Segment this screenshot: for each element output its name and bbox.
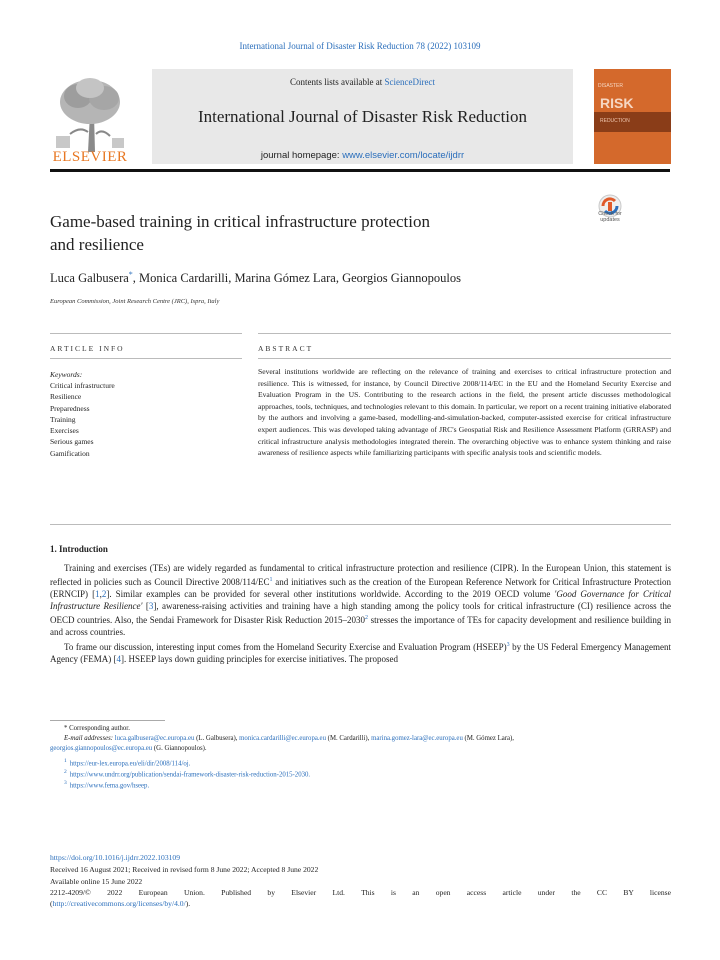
footnote-3 [50, 778, 671, 791]
license-link[interactable]: http://creativecommons.org/licenses/by/4.0/ [52, 899, 186, 908]
doi-link[interactable]: https://doi.org/10.1016/j.ijdrr.2022.103109 [50, 853, 181, 862]
italic-title: 'Good Governance for Critical Infrastructure Resilience' [50, 589, 672, 612]
keyword-item: Gamification [50, 448, 90, 458]
title-line-2: and resilience [50, 235, 144, 254]
abstract-text: Several institutions worldwide are reflecting on the relevance of training and exercises to critical infrastructure protection and resilience. This is witnessed, for instance, by Council Directive 2008/114/EC in the EU and the Homeland Security Exercise and Evaluation Program in the US. Contributing to the research actions in the field, the present article discusses methodological approaches, tools, techniques, and technologies relevant to this domain. In particular, we report on a recent training initiative elaborated by the authors and involving a game-based, modelling-and-simulation-backed, computer-assisted exercise for critical infrastructure expert audiences. This was developed taking advantage of JRC's Geospatial Risk and Resilience Assessment Platform (GRRASP) and critical infrastructure analysis methodologies integrated therein. The overarching objective was to enhance system thinking and raise awareness of resilience aspects while familiarizing participants with specific analysis tools and scientific models. [258, 367, 671, 458]
contents-prefix: Contents lists available at [290, 77, 385, 87]
article-info-heading: ARTICLE INFO [50, 344, 125, 353]
journal-title: International Journal of Disaster Risk Reduction [197, 107, 528, 126]
text-run: and initiatives such as the creation of the European Reference Network for Critical Infrastructure Protection (ERNCIP) [ [50, 577, 671, 600]
text-run: ], awareness-raising activities and training have a high standing among the policy tools for critical infrastructure (CI) resilience across the OECD countries. Also, the Sendai Framework for Disaster Risk Reduction 2015–2030 [50, 601, 671, 626]
citation-link[interactable]: 3 [148, 601, 154, 612]
authors-rest: , Monica Cardarilli, Marina Gómez Lara, Georgios Giannopoulos [132, 271, 461, 286]
corresponding-text: Corresponding author. [69, 725, 130, 732]
footnote-ref[interactable]: 1 [269, 577, 273, 584]
keyword-item: Exercises [50, 426, 79, 436]
email-link[interactable]: marina.gomez-lara@ec.europa.eu [371, 735, 463, 742]
introduction-heading: 1. Introduction [50, 544, 108, 554]
footnote-number: 2 [64, 769, 67, 775]
text-run: ]. Similar examples can be provided for several other institutions worldwide. According to the 2019 OECD volume [106, 589, 555, 600]
text-run: [ [142, 601, 149, 612]
email-link[interactable]: luca.galbusera@ec.europa.eu [114, 735, 195, 742]
article-info-rule-top [50, 333, 242, 334]
cover-title-text: RISK [600, 95, 634, 111]
abstract-rule [258, 358, 671, 359]
affiliation: European Commission, Joint Research Centre (JRC), Ispra, Italy [50, 298, 220, 305]
received-dates: Received 16 August 2021; Received in revised form 8 June 2022; Accepted 8 June 2022 [50, 865, 319, 874]
keyword-item: Serious games [50, 437, 94, 447]
citation-link[interactable]: 1 [95, 589, 100, 600]
check-for-updates-label[interactable] [588, 211, 632, 223]
keyword-item: Critical infrastructure [50, 381, 115, 390]
keyword-item: Resilience [50, 392, 82, 402]
footnote-number: 3 [64, 780, 67, 786]
footnote-ref[interactable]: 3 [506, 641, 510, 648]
elsevier-logo-text: ELSEVIER [52, 149, 128, 165]
footnote-link[interactable]: https://www.undrr.org/publication/sendai-framework-disaster-risk-reduction-2015-2030. [69, 771, 311, 779]
keywords-list [50, 380, 115, 459]
license-paren: ). [185, 899, 191, 908]
introduction-body [50, 562, 671, 665]
title-line-1: Game-based training in critical infrastructure protection [50, 212, 430, 231]
keyword-item: Training [50, 414, 76, 424]
online-date: Available online 15 June 2022 [50, 877, 143, 886]
footnote-ref[interactable]: 2 [365, 615, 369, 622]
text-run: Training and exercises (TEs) are widely regarded as fundamental to critical infrastructure protection and resilience (CIPR). In the European Union, this statement is reflected in policies such as Council Directive 2008/114/EC [50, 563, 671, 588]
section-rule [50, 524, 671, 525]
citation-link[interactable]: 4 [116, 653, 121, 664]
badge-text-1: Check for [598, 211, 622, 217]
header-rule [50, 169, 670, 172]
elsevier-tree-logo [50, 74, 130, 154]
footnote-rule [50, 720, 165, 721]
footnote-number: 1 [64, 758, 67, 764]
contents-line [152, 77, 573, 87]
citation-link[interactable]: 2 [101, 589, 107, 600]
sciencedirect-link[interactable]: ScienceDirect [384, 77, 435, 87]
cover-top-text: DISASTER [598, 83, 624, 89]
homepage-prefix: journal homepage: [260, 150, 343, 161]
footnote-link[interactable]: https://eur-lex.europa.eu/eli/dir/2008/114/oj. [69, 760, 191, 768]
text-run: , [99, 589, 102, 600]
homepage-link[interactable]: www.elsevier.com/locate/ijdrr [342, 150, 465, 161]
footnote-emails [50, 734, 671, 754]
text-run: stresses the importance of TEs for capacity development and resilience building in and across countries. [50, 615, 671, 638]
email-owner: (G. Giannopoulos). [152, 745, 207, 752]
email-link[interactable]: georgios.giannopoulos@ec.europa.eu [50, 745, 153, 752]
keyword-item: Preparedness [50, 403, 90, 413]
emails-label: E-mail addresses: [64, 735, 114, 742]
footnote-link[interactable]: https://www.fema.gov/hseep. [69, 782, 150, 790]
text-run: ]. HSEEP lays down guiding principles for exercise initiatives. The proposed [121, 653, 398, 664]
intro-paragraph-2 [50, 639, 671, 665]
journal-citation[interactable]: International Journal of Disaster Risk Reduction 78 (2022) 103109 [239, 41, 481, 51]
abstract-heading: ABSTRACT [258, 344, 314, 353]
email-owner: (M. Cardarilli), [325, 735, 372, 742]
article-title [50, 210, 570, 256]
author-1: Luca Galbusera [50, 271, 129, 286]
badge-text-2: updates [600, 217, 620, 223]
cover-sub-text: REDUCTION [600, 118, 630, 124]
license-line [50, 898, 671, 909]
corresponding-author-mark[interactable]: * [128, 270, 133, 279]
journal-homepage-line [152, 150, 573, 161]
email-owner: (L. Galbusera), [194, 735, 240, 742]
article-info-rule [50, 358, 242, 359]
footnote-corresponding: * Corresponding author. [64, 725, 130, 732]
abstract-rule-top [258, 333, 671, 334]
author-list [50, 270, 461, 286]
email-owner: (M. Gómez Lara), [462, 735, 515, 742]
copyright-line: 2212-4209/© 2022 European Union. Published by Elsevier Ltd. This is an open access article under the CC BY license [50, 888, 671, 897]
intro-paragraph-1 [50, 562, 671, 639]
text-run: To frame our discussion, interesting input comes from the Homeland Security Exercise and Evaluation Program (HSEEP) [64, 641, 507, 652]
keywords-label: Keywords: [50, 370, 83, 379]
text-run: by the US Federal Emergency Management Agency (FEMA) [ [50, 641, 671, 664]
email-link[interactable]: monica.cardarilli@ec.europa.eu [239, 735, 326, 742]
license-paren: ( [50, 899, 53, 908]
